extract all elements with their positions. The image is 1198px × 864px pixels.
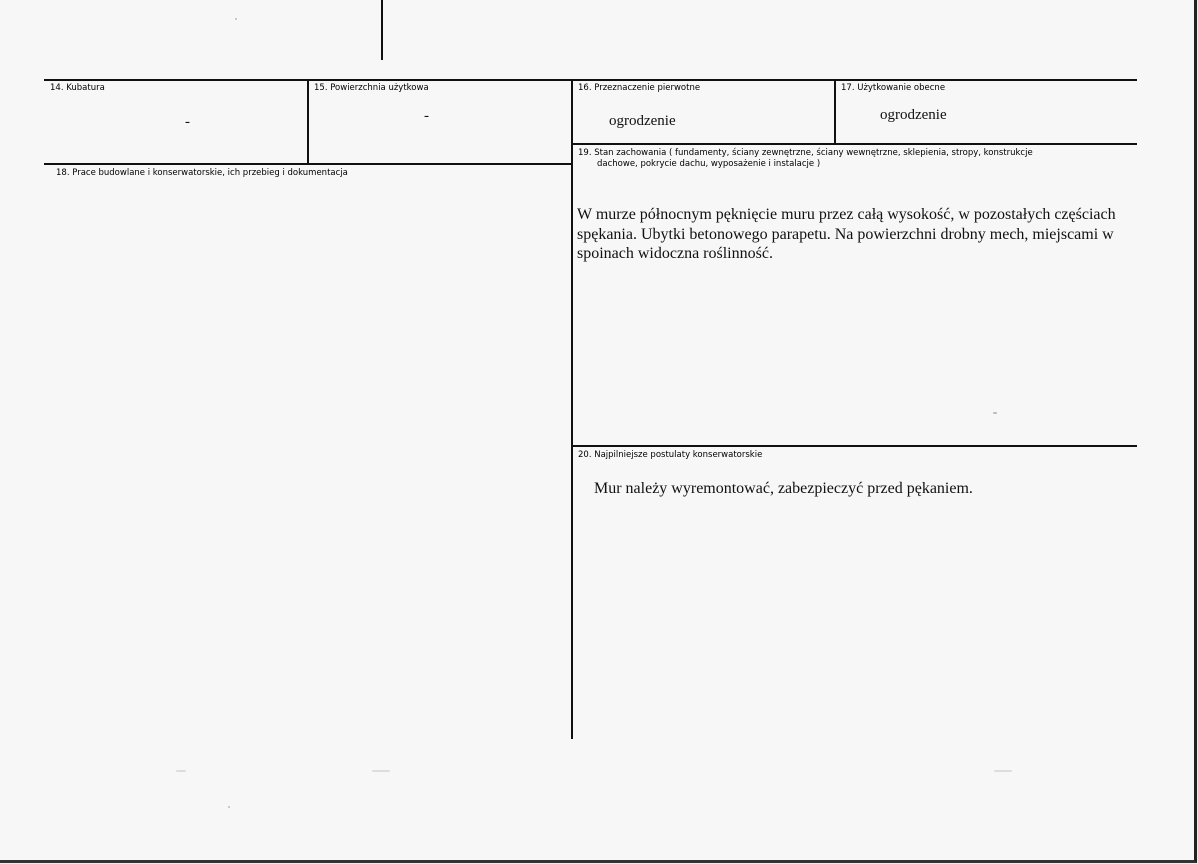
field-19-label: 19. Stan zachowania ( fundamenty, ściany zewnętrzne, ściany wewnętrzne, sklepienia, stropy, konstrukcje <box>578 148 1033 158</box>
divider-14-15 <box>307 79 309 163</box>
scan-speck <box>994 770 1012 772</box>
field-20-value: Mur należy wyremontować, zabezpieczyć przed pękaniem. <box>594 480 973 497</box>
row-19-border <box>571 143 1137 145</box>
scan-speck <box>176 770 186 772</box>
top-divider-line <box>381 0 383 60</box>
field-16-value: ogrodzenie <box>609 113 676 129</box>
scan-speck <box>228 806 230 808</box>
divider-main <box>571 79 573 739</box>
field-15-label: 15. Powierzchnia użytkowa <box>314 83 429 93</box>
scan-speck <box>372 770 390 772</box>
divider-16-17 <box>834 79 836 143</box>
field-16-label: 16. Przeznaczenie pierwotne <box>578 83 701 93</box>
scan-speck <box>235 18 237 20</box>
field-19-value: W murze północnym pęknięcie muru przez całą wysokość, w pozostałych częściach spękania. Ubytki betonowego parapetu. Na powierzchni drobny mech, miejscami w spoinach widoczna roślinność. <box>577 206 1116 262</box>
field-17-label: 17. Użytkowanie obecne <box>841 83 946 93</box>
scan-speck <box>993 412 997 414</box>
field-14-label: 14. Kubatura <box>50 83 105 93</box>
row-top-border <box>44 79 1137 81</box>
field-19-label-cont: dachowe, pokrycie dachu, wyposażenie i instalacje ) <box>597 159 821 169</box>
row-20-border <box>571 445 1137 447</box>
field-14-value: - <box>185 114 190 130</box>
field-18-label: 18. Prace budowlane i konserwatorskie, ich przebieg i dokumentacja <box>56 168 348 178</box>
field-17-value: ogrodzenie <box>880 107 947 123</box>
field-20-label: 20. Najpilniejsze postulaty konserwatorskie <box>578 450 763 460</box>
row-18-border <box>44 163 572 165</box>
field-15-value: - <box>424 108 429 124</box>
